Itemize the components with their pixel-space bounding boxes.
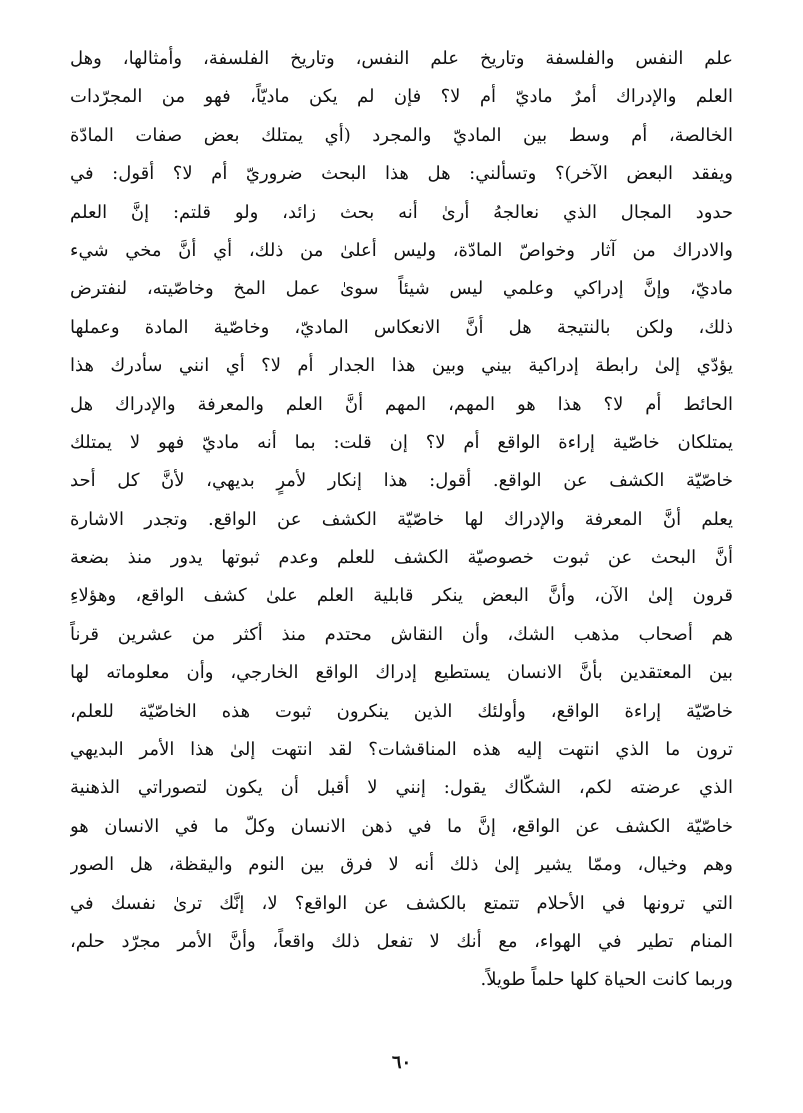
text-line: التي ترونها في الأحلام تتمتع بالكشف عن الواقع؟ لا، إنَّك ترىٰ نفسك في [70, 892, 733, 914]
text-line: بين المعتقدين بأنَّ الانسان يستطيع إدراك الواقع الخارجي، وأن معلوماته لها [70, 662, 733, 684]
text-line: ترون ما الذي انتهت إليه هذه المناقشات؟ لقد انتهت إلىٰ هذا الأمر البديهي [70, 739, 733, 761]
text-line: أنَّ البحث عن ثبوت خصوصيّة الكشف للعلم وعدم ثبوتها يدور منذ بضعة [70, 547, 733, 569]
text-line: الخالصة، أم وسط بين الماديّ والمجرد (أي يمتلك بعض صفات المادّة [70, 124, 733, 146]
text-line: يؤدّي إلىٰ رابطة إدراكية بيني وبين هذا الجدار أم لا؟ أي انني سأدرك هذا [70, 355, 733, 377]
text-line-last: وربما كانت الحياة كلها حلماً طويلاً. [480, 969, 733, 991]
text-line: العلم والإدراك أمرٌ ماديّ أم لا؟ فإن لم يكن ماديّاً، فهو من المجرّدات [70, 86, 733, 108]
text-line: هم أصحاب مذهب الشك، وأن النقاش محتدم منذ أكثر من عشرين قرناً [70, 623, 733, 645]
text-line: خاصّيّة الكشف عن الواقع، إنَّ ما في ذهن الانسان وكلّ ما في الانسان هو [70, 815, 733, 837]
text-line: يعلم أنَّ المعرفة والإدراك لها خاصّيّة الكشف عن الواقع. وتجدر الاشارة [70, 508, 733, 530]
text-line: قرون إلىٰ الآن، وأنَّ البعض ينكر قابلية العلم علىٰ كشف الواقع، وهؤلاءِ [70, 585, 733, 607]
text-line: ويفقد البعض الآخر)؟ وتسألني: هل هذا البحث ضروريّ أم لا؟ أقول: في [70, 163, 733, 185]
text-line: ذلك، ولكن بالنتيجة هل أنَّ الانعكاس الماديّ، وخاصّية المادة وعملها [70, 316, 733, 338]
body-text [70, 40, 733, 1000]
text-line: علم النفس والفلسفة وتاريخ علم النفس، وتاريخ الفلسفة، وأمثالها، وهل [70, 48, 733, 69]
text-line: يمتلكان خاصّية إراءة الواقع أم لا؟ إن قلت: بما أنه ماديّ فهو لا يمتلك [70, 431, 733, 453]
text-line: والادراك من آثار وخواصّ المادّة، وليس أعلىٰ من ذلك، أي أنَّ مخي شيء [70, 239, 733, 261]
text-line: الذي عرضته لكم، الشكّاك يقول: إنني لا أقبل أن يكون لتصوراتي الذهنية [70, 777, 733, 799]
text-line: ماديّ، وإنَّ إدراكي وعلمي ليس شيئاً سوىٰ عمل المخ وخاصّيته، لنفترض [70, 278, 733, 300]
text-line: الحائط أم لا؟ هذا هو المهم، المهم أنَّ العلم والمعرفة والإدراك هل [70, 393, 733, 415]
text-line: وهم وخيال، وممّا يشير إلىٰ ذلك أنه لا فرق بين النوم واليقظة، هل الصور [70, 854, 733, 876]
text-line: حدود المجال الذي نعالجهُ أرىٰ أنه بحث زائد، ولو قلتم: إنَّ العلم [70, 201, 733, 223]
page-number: ٦٠ [391, 1052, 412, 1073]
text-line: المنام تطير في الهواء، مع أنك لا تفعل ذلك واقعاً، وأنَّ الأمر مجرّد حلم، [70, 930, 733, 952]
text-line: خاصّيّة الكشف عن الواقع. أقول: هذا إنكار لأمرٍ بديهي، لأنَّ كل أحد [70, 470, 733, 492]
text-line: خاصّيّة إراءة الواقع، وأولئك الذين ينكرون ثبوت هذه الخاصّيّة للعلم، [70, 700, 733, 722]
